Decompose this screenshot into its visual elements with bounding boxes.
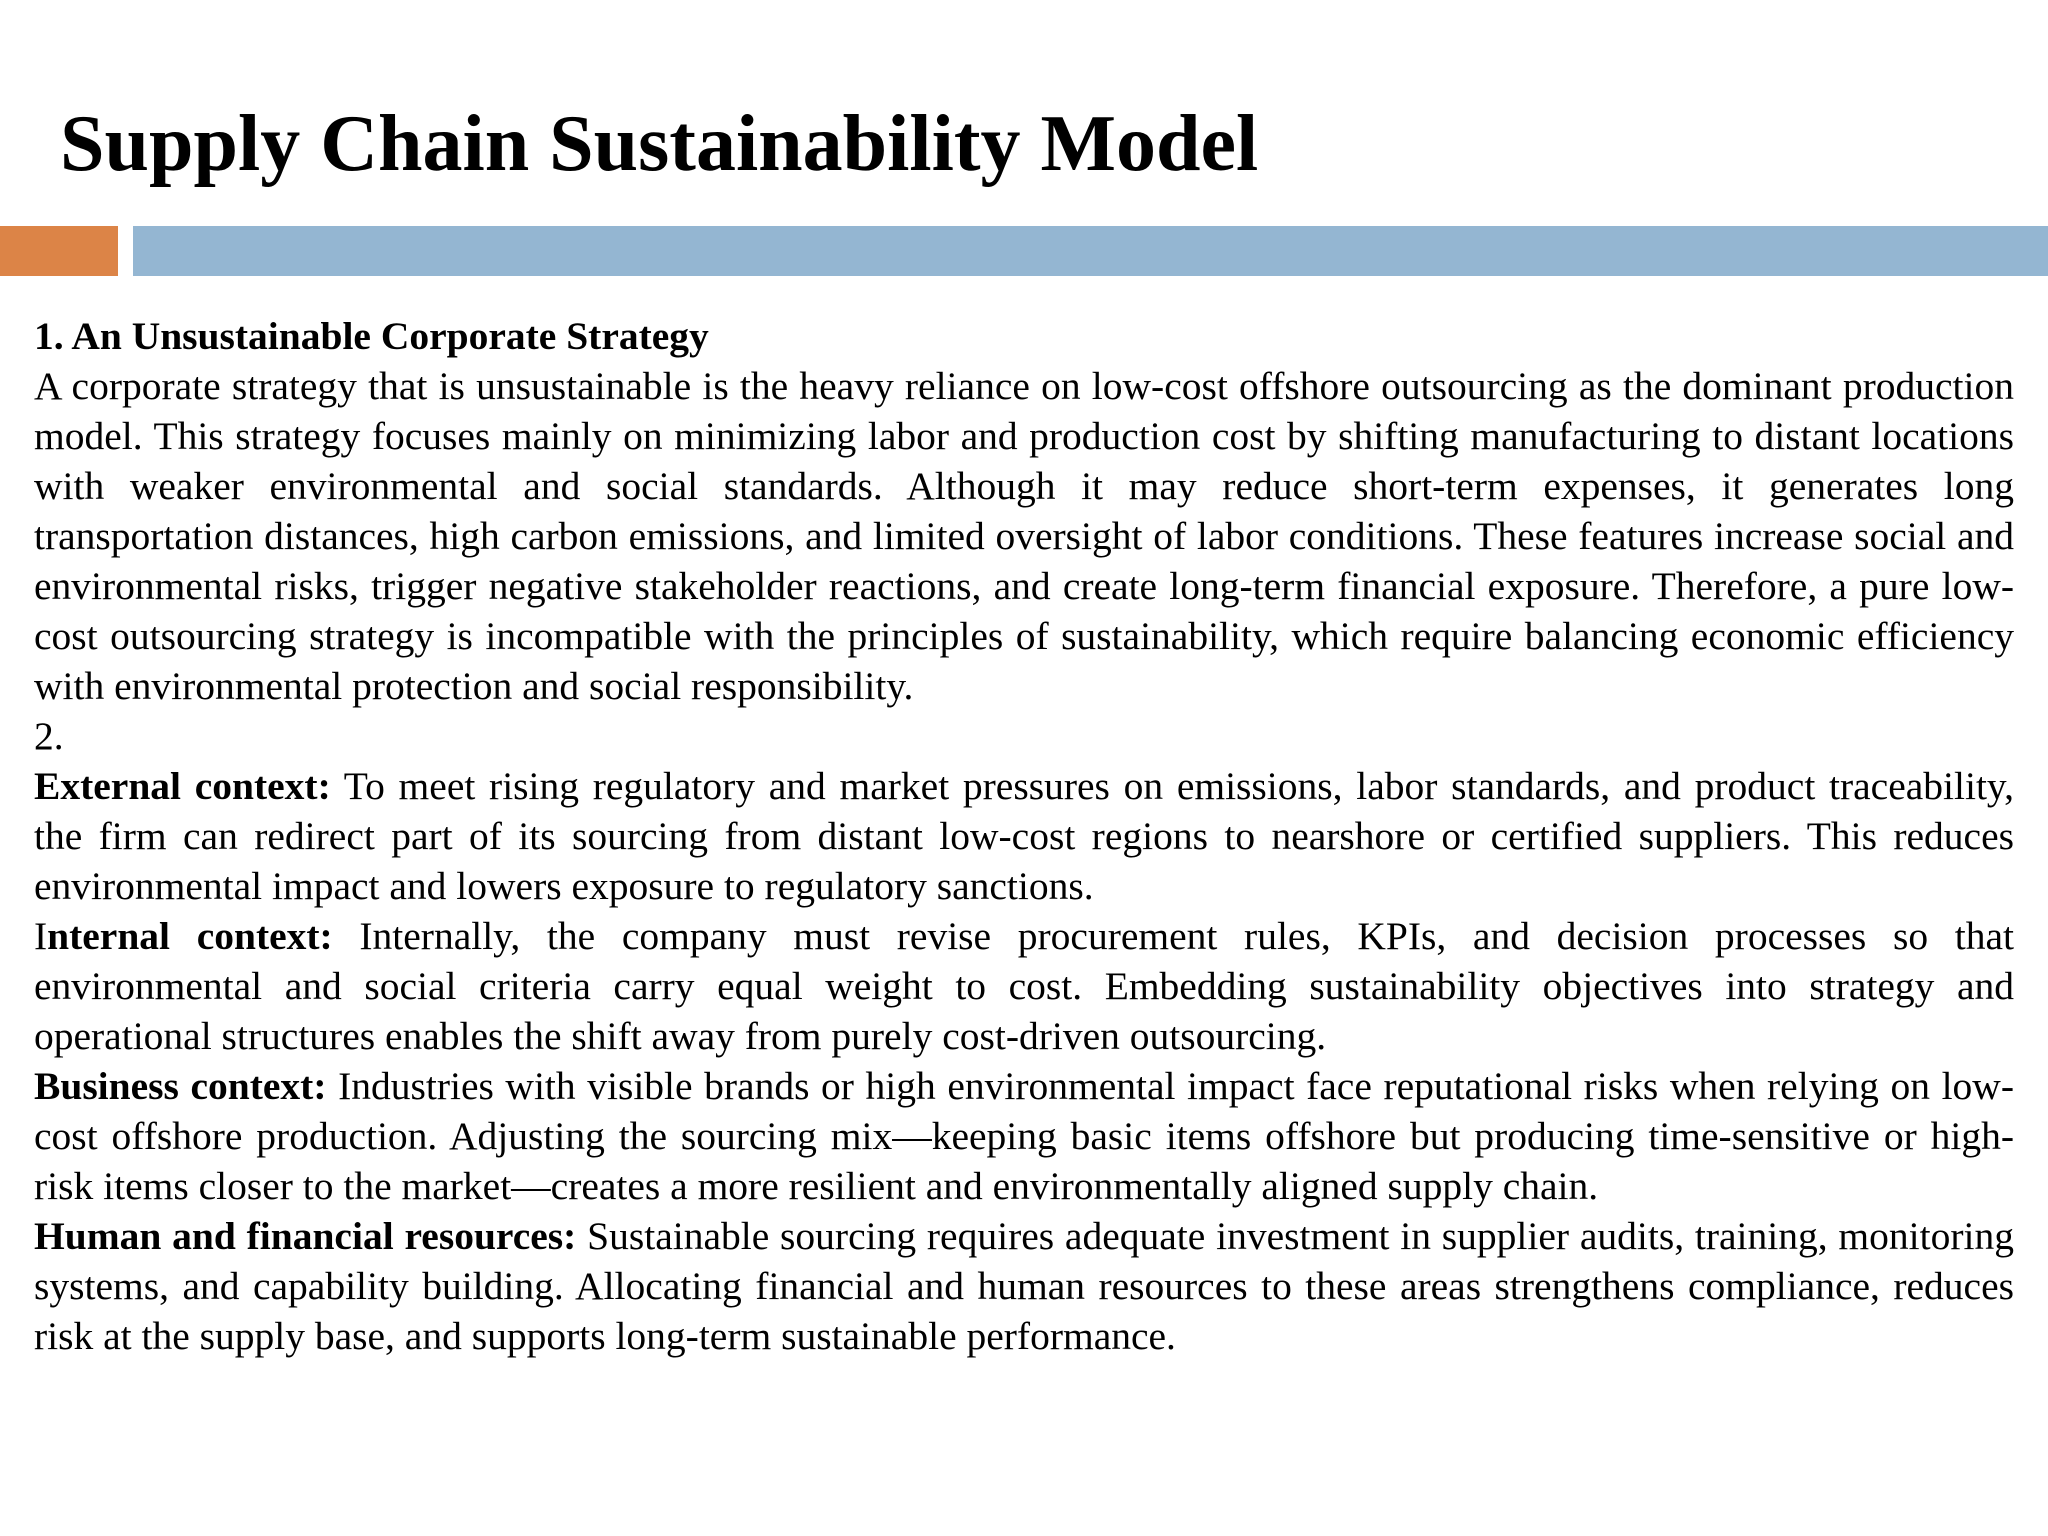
- internal-context-paragraph: [34, 911, 2014, 1061]
- accent-bar-orange: [0, 226, 118, 276]
- section2-number: 2.: [34, 714, 64, 758]
- slide-title: Supply Chain Sustainability Model: [60, 100, 1259, 188]
- external-context-paragraph: [34, 761, 2014, 911]
- internal-context-label: nternal context:: [47, 914, 333, 958]
- resources-text: Sustainable sourcing requires adequate investment in supplier audits, training, monitoring systems, and capability building. Allocating financial and human resources to these areas strengthens compliance, reduces risk at the supply base, and supports long-term sustainable performance.: [34, 1214, 2014, 1358]
- internal-context-label-lead: I: [34, 914, 48, 958]
- external-context-text: To meet rising regulatory and market pressures on emissions, labor standards, and product traceability, the firm can redirect part of its sourcing from distant low-cost regions to nearshore or certified suppliers. This reduces environmental impact and lowers exposure to regulatory sanctions.: [34, 764, 2014, 908]
- slide-body: [34, 311, 2014, 1361]
- internal-context-text: Internally, the company must revise procurement rules, KPIs, and decision processes so that environmental and social criteria carry equal weight to cost. Embedding sustainability objectives into strategy and operational structures enables the shift away from purely cost-driven outsourcing.: [34, 914, 2014, 1058]
- accent-bar-blue: [133, 226, 2048, 276]
- external-context-label: External context:: [34, 764, 331, 808]
- business-context-text: Industries with visible brands or high environmental impact face reputational risks when relying on low-cost offshore production. Adjusting the sourcing mix—keeping basic items offshore but producing time-sensitive or high-risk items closer to the market—creates a more resilient and environmentally aligned supply chain.: [34, 1064, 2014, 1208]
- section1-paragraph: A corporate strategy that is unsustainable is the heavy reliance on low-cost offshore outsourcing as the dominant production model. This strategy focuses mainly on minimizing labor and production cost by shifting manufacturing to distant locations with weaker environmental and social standards. Although it may reduce short-term expenses, it generates long transportation distances, high carbon emissions, and limited oversight of labor conditions. These features increase social and environmental risks, trigger negative stakeholder reactions, and create long-term financial exposure. Therefore, a pure low-cost outsourcing strategy is incompatible with the principles of sustainability, which require balancing economic efficiency with environmental protection and social responsibility.: [34, 364, 2014, 708]
- business-context-label: Business context:: [34, 1064, 327, 1108]
- business-context-paragraph: [34, 1061, 2014, 1211]
- resources-label: Human and financial resources:: [34, 1214, 577, 1258]
- resources-paragraph: [34, 1211, 2014, 1361]
- section1-heading: 1. An Unsustainable Corporate Strategy: [34, 314, 709, 358]
